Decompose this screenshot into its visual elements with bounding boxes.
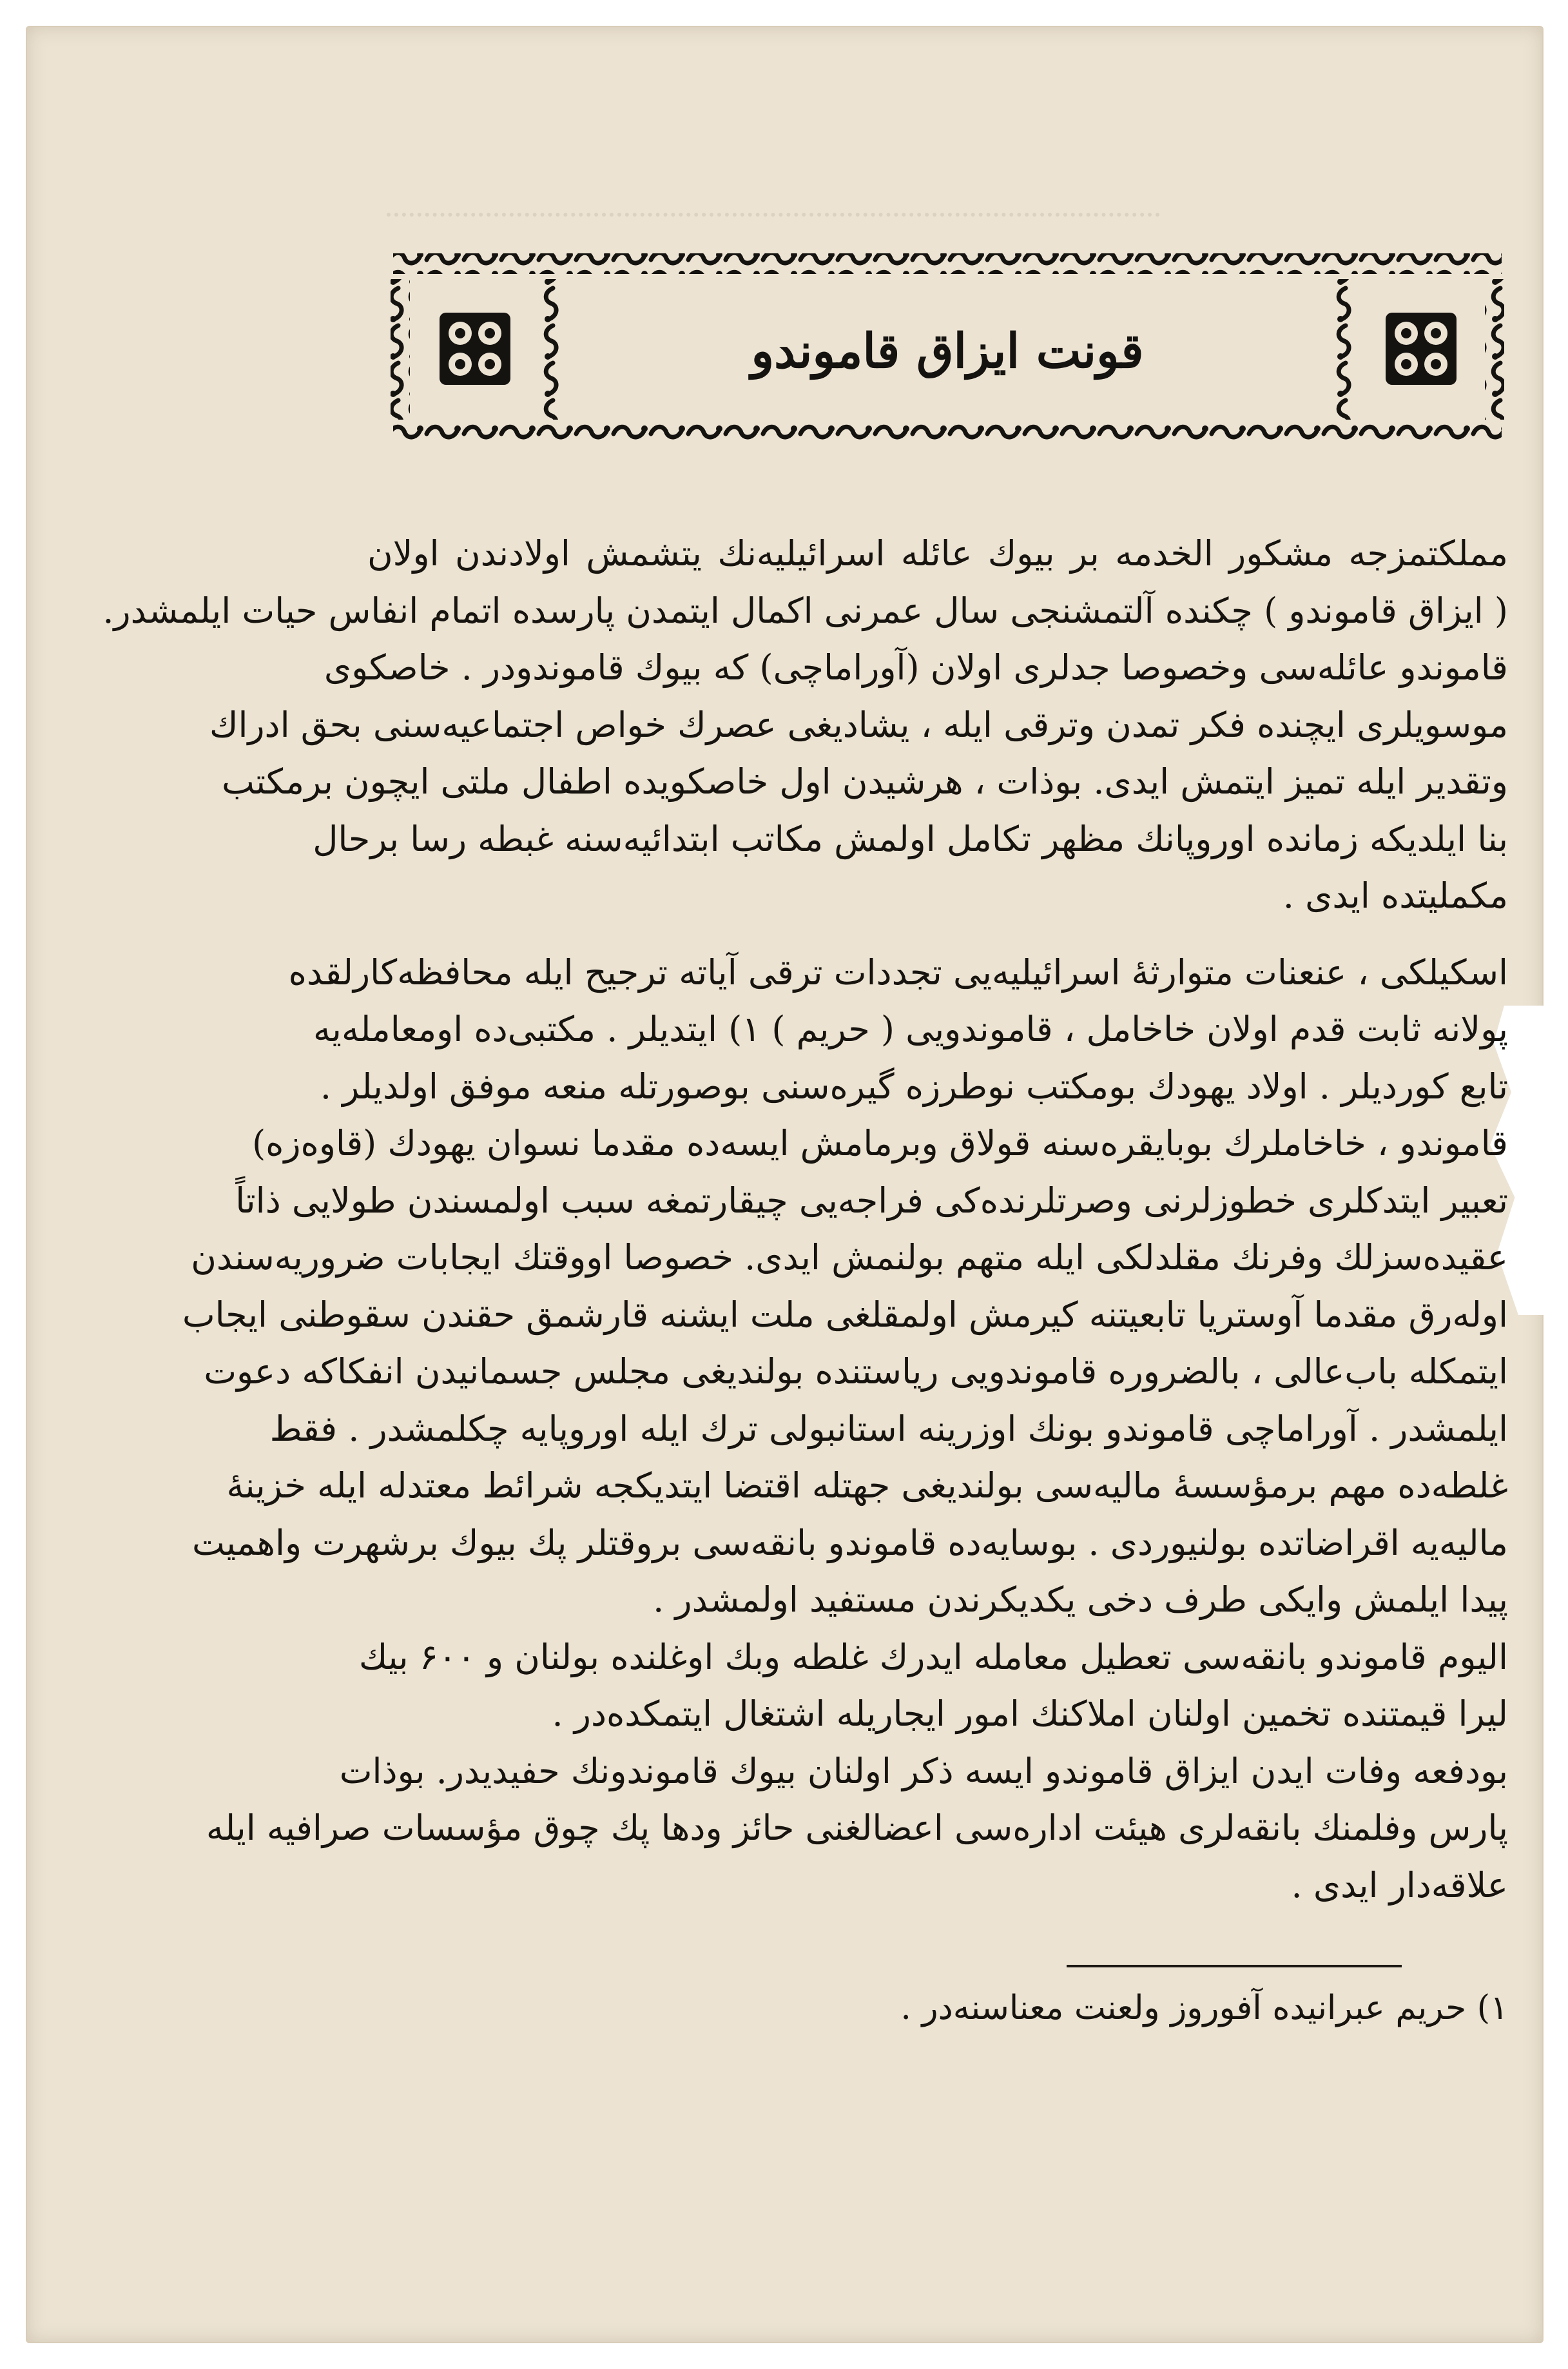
- text-line: پیدا ایلمش وایکی طرف دخی یکدیکرندن مستفید اولمشدر .: [653, 1579, 1508, 1620]
- article-title: قونت ایزاق قاموندو: [751, 324, 1144, 379]
- left-medallion-icon: [440, 313, 510, 385]
- paragraph-1: [102, 525, 1508, 925]
- paragraph-5: [206, 1743, 1508, 1915]
- title-ornament-frame: [387, 248, 1508, 454]
- text-line: قاموندو عائله‌سی وخصوصا جدلری اولان (آوراماچی) که بیوك قاموندودر . خاصکوی: [324, 647, 1508, 688]
- text-line: پولانه ثابت قدم اولان خاخامل ، قاموندویی ( حریم ) ۱) ایتدیلر . مکتبی‌ده اومعامله‌یه: [313, 1009, 1508, 1049]
- text-line: پارس وفلمنك بانقه‌لری هیئت اداره‌سی اعضالغنی حائز ودها پك چوق مؤسسات صرافیه ایله: [206, 1808, 1508, 1848]
- paragraph-4: [358, 1629, 1508, 1743]
- text-line: الیوم قاموندو بانقه‌سی تعطیل معامله ایدرك غلطه وبك اوغلنده بولنان و ۶۰۰ بیك: [358, 1636, 1508, 1677]
- text-line: تعبیر ایتدکلری خطوزلرنی وصرتلرنده‌کی فراجه‌یی چیقارتمغه سبب اولمسندن طولایی ذاتاً: [235, 1180, 1508, 1221]
- text-line: وتقدیر ایله تمیز ایتمش ایدی. بوذات ، هرشیدن اول خاصکویده اطفال ملتی ایچون برمکتب: [222, 761, 1508, 802]
- text-line: لیرا قیمتنده تخمین اولنان املاکنك امور ایجاریله اشتغال ایتمکده‌در .: [552, 1693, 1508, 1734]
- footnote-rule: [1067, 1965, 1402, 1967]
- right-medallion-icon: [1386, 313, 1457, 385]
- text-line: مکملیتده ایدی .: [1282, 875, 1508, 916]
- article-body: [102, 525, 1508, 1914]
- paragraph-2: [288, 944, 1508, 1116]
- text-line: علاقه‌دار ایدی .: [1291, 1864, 1508, 1906]
- text-line: ایتمکله باب‌عالی ، بالضروره قاموندویی ریاستنده بولندیغی مجلس جسمانیدن انفکاکه دعوت: [204, 1351, 1508, 1392]
- text-line: ایلمشدر . آوراماچی قاموندو بونك اوزرینه استانبولی ترك ایله اوروپایه چکلمشدر . فقط: [269, 1408, 1508, 1449]
- text-line: ( ایزاق قاموندو ) چکنده آلتمشنجی سال عمرنی اکمال ایتمدن پارسده اتمام انفاس حیات ایلمشدر.: [102, 590, 1508, 631]
- text-line: تابع کوردیلر . اولاد یهودك بومکتب نوطرزه گیره‌سنی بوصورتله منعه موفق اولدیلر .: [320, 1066, 1508, 1107]
- text-line: موسویلری ایچنده فکر تمدن وترقی ایله ، یشادیغی عصرك خواص اجتماعیه‌سنی بحق ادراك: [209, 704, 1508, 745]
- text-line: بودفعه وفات ایدن ایزاق قاموندو ایسه ذکر اولنان بیوك قاموندونك حفیدیدر. بوذات: [339, 1750, 1508, 1791]
- text-line: غلطه‌ده مهم برمؤسسهٔ مالیه‌سی بولندیغی جهتله اقتضا ایتدیکجه شرائط معتدله ایله خزینهٔ: [226, 1465, 1508, 1506]
- paragraph-3: [182, 1115, 1508, 1629]
- text-line: اسکیلکی ، عنعنات متوارثهٔ اسرائیلیه‌یی تجددات ترقی آیاته ترجیح ایله محافظه‌کارلقده: [288, 951, 1508, 993]
- text-line: بنا ایلدیکه زمانده اوروپانك مظهر تکامل اولمش مکاتب ابتدائیه‌سنه غبطه رسا برحال: [313, 818, 1508, 859]
- text-line: عقیده‌سزلك وفرنك مقلدلکی ایله متهم بولنمش ایدی. خصوصا اووقتك ایجابات ضروریه‌سندن: [191, 1237, 1508, 1278]
- text-line: مملکتمزجه مشکور الخدمه بر بیوك عائله اسرائیلیه‌نك یتشمش اولادندن اولان: [367, 533, 1508, 574]
- text-line: مالیه‌یه اقراضاتده بولنیوردی . بوسایه‌ده قاموندو بانقه‌سی بروقتلر پك بیوك برشهرت واهمیت: [191, 1522, 1508, 1563]
- text-line: قاموندو ، خاخاملرك بوبایقره‌سنه قولاق وبرمامش ایسه‌ده مقدما نسوان یهودك (قاوه‌زه): [252, 1123, 1508, 1164]
- footnote: ۱) حریم عبرانیده آفوروز ولعنت معناسنه‌در .: [900, 1989, 1508, 2027]
- text-line: اوله‌رق مقدما آوستریا تابعیتنه کیرمش اولمقلغی ملت ایشنه قارشمق حقندن سقوطنی ایجاب: [182, 1294, 1508, 1335]
